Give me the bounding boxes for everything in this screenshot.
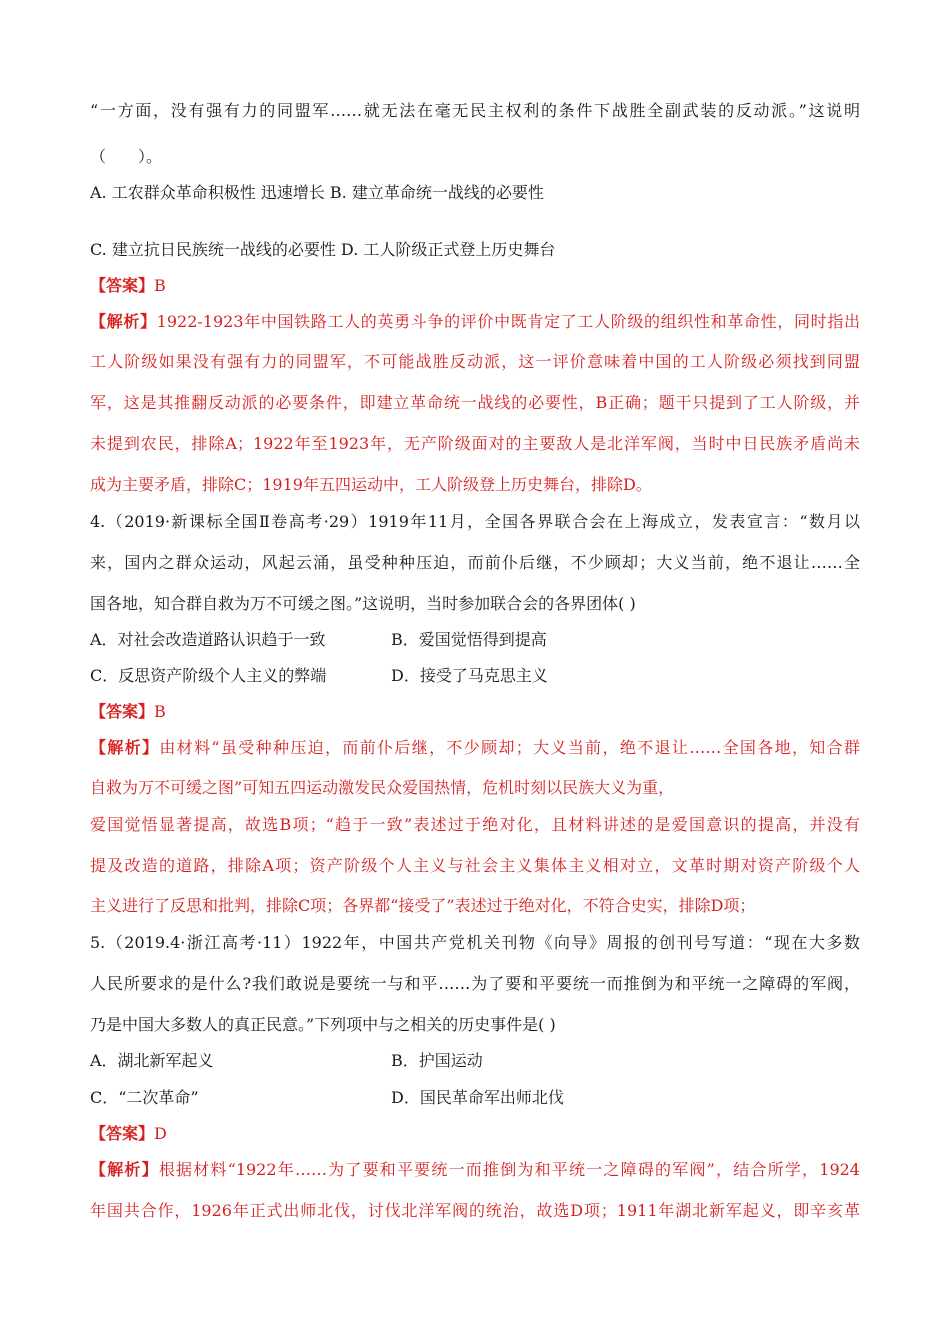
answer-label: 【答案】 xyxy=(90,1124,155,1143)
q4-option-d: D．接受了马克思主义 xyxy=(391,666,548,685)
analysis-label: 【解析】 xyxy=(90,312,157,331)
q3-analysis-line-5: 成为主要矛盾，排除C；1919年五四运动中，工人阶级登上历史舞台，排除D。 xyxy=(90,475,652,494)
answer-label: 【答案】 xyxy=(90,702,155,721)
analysis-label: 【解析】 xyxy=(90,738,160,757)
q4-analysis-line-5: 主义进行了反思和批判，排除C项；各界都“接受了”表述过于绝对化，不符合史实，排除D项； xyxy=(90,896,756,915)
analysis-text: 根据材料“1922年……为了要和平要统一而推倒为和平统一之障碍的军阀”，结合所学，1924 xyxy=(158,1160,860,1179)
answer-value: B xyxy=(154,276,166,295)
q5-stem-line-2: 人民所要求的是什么?我们敢说是要统一与和平……为了要和平要统一而推倒为和平统一之障碍的军阀， xyxy=(90,974,860,993)
q5-option-b: B．护国运动 xyxy=(391,1051,483,1070)
analysis-text: 1922-1923年中国铁路工人的英勇斗争的评价中既肯定了工人阶级的组织性和革命性，同时指出 xyxy=(156,312,860,331)
answer-value: D xyxy=(154,1124,167,1143)
q3-analysis-line-4: 未提到农民，排除A；1922年至1923年，无产阶级面对的主要敌人是北洋军阀，当时中日民族矛盾尚未 xyxy=(90,434,860,453)
q3-options-cd: C. 建立抗日民族统一战线的必要性 D. 工人阶级正式登上历史舞台 xyxy=(90,240,556,259)
q5-answer xyxy=(90,1123,860,1145)
q5-option-a: A．湖北新军起义 xyxy=(90,1051,214,1070)
q4-analysis-line-2: 自救为万不可缓之图”可知五四运动激发民众爱国热情，危机时刻以民族大义为重， xyxy=(90,778,675,797)
q3-analysis-line-3: 军，这是其推翻反动派的必要条件，即建立革命统一战线的必要性，B正确；题干只提到了工人阶级，并 xyxy=(90,393,860,412)
q3-analysis-line-2: 工人阶级如果没有强有力的同盟军，不可能战胜反动派，这一评价意味着中国的工人阶级必须找到同盟 xyxy=(90,352,860,371)
q4-option-b: B．爱国觉悟得到提高 xyxy=(391,630,547,649)
q5-option-d: D．国民革命军出师北伐 xyxy=(391,1088,564,1107)
answer-value: B xyxy=(154,702,166,721)
q5-stem-line-1: 5.（2019.4·浙江高考·11）1922年，中国共产党机关刊物《向导》周报的创刊号写道：“现在大多数 xyxy=(90,933,860,952)
q5-option-c: C．“二次革命” xyxy=(90,1088,199,1107)
q5-analysis-line-2: 年国共合作，1926年正式出师北伐，讨伐北洋军阀的统治，故选D项；1911年湖北新军起义，即辛亥革 xyxy=(90,1201,860,1220)
q4-stem-line-3: 国各地，知合群自救为万不可缓之图。”这说明，当时参加联合会的各界团体( ) xyxy=(90,594,636,613)
q4-option-c: C．反思资产阶级个人主义的弊端 xyxy=(90,666,327,685)
q4-answer xyxy=(90,701,860,723)
q5-analysis-line-1 xyxy=(90,1159,860,1181)
q4-stem-line-2: 来，国内之群众运动，风起云涌，虽受种种压迫，而前仆后继，不少顾却；大义当前，绝不退让……全 xyxy=(90,553,860,572)
q4-analysis-line-3: 爱国觉悟显著提高，故选B项；“趋于一致”表述过于绝对化，且材料讲述的是爱国意识的提高，并没有 xyxy=(90,815,860,834)
answer-label: 【答案】 xyxy=(90,276,155,295)
q3-stem-line-2: （ ）。 xyxy=(90,147,163,166)
q4-stem-line-1: 4.（2019·新课标全国Ⅱ卷高考·29）1919年11月，全国各界联合会在上海成立，发表宣言：“数月以 xyxy=(90,512,860,531)
q3-options-ab: A. 工农群众革命积极性 迅速增长 B. 建立革命统一战线的必要性 xyxy=(90,183,544,202)
q3-stem-line-1: “一方面，没有强有力的同盟军……就无法在毫无民主权利的条件下战胜全副武装的反动派。”这说明 xyxy=(90,101,860,120)
q3-analysis-line-1 xyxy=(90,311,860,333)
q5-stem-line-3: 乃是中国大多数人的真正民意。”下列项中与之相关的历史事件是( ) xyxy=(90,1015,556,1034)
q3-answer xyxy=(90,275,860,297)
q4-option-a: A．对社会改造道路认识趋于一致 xyxy=(90,630,326,649)
analysis-text: 由材料“虽受种种压迫，而前仆后继，不少顾却；大义当前，绝不退让……全国各地，知合群 xyxy=(159,738,860,757)
q4-analysis-line-4: 提及改造的道路，排除A项；资产阶级个人主义与社会主义集体主义相对立，文革时期对资产阶级个人 xyxy=(90,856,860,875)
analysis-label: 【解析】 xyxy=(90,1160,159,1179)
q4-analysis-line-1 xyxy=(90,737,860,759)
